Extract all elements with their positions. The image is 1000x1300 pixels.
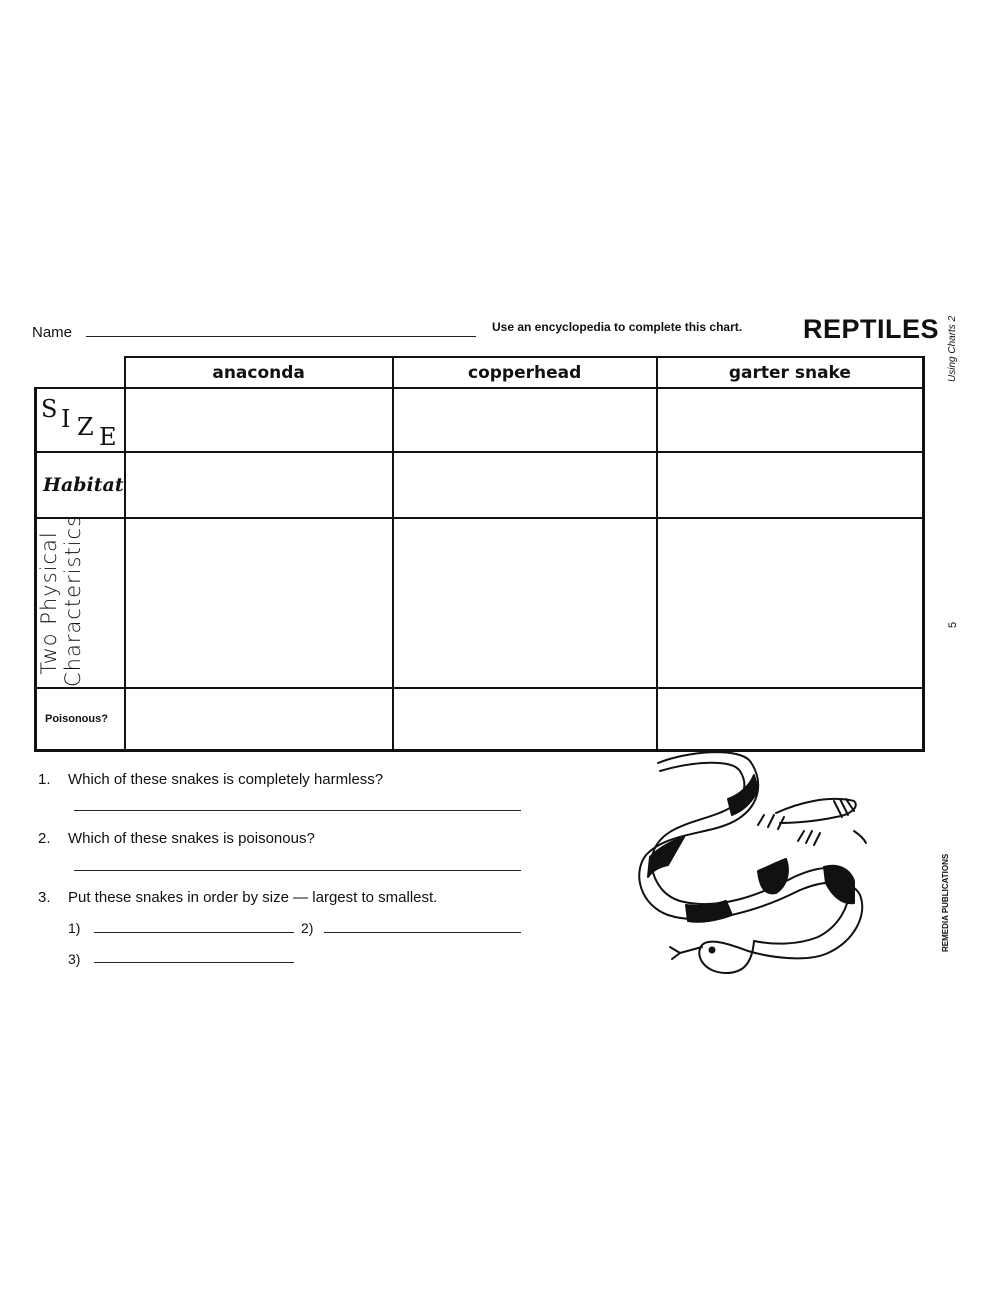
cell-poisonous-garter-snake[interactable]	[657, 688, 924, 750]
column-header-garter-snake: garter snake	[657, 357, 924, 388]
cell-size-garter-snake[interactable]	[657, 388, 924, 452]
habitat-label: Habitat	[43, 474, 124, 496]
question-text: Which of these snakes is poisonous?	[68, 830, 315, 847]
row-header-size	[36, 388, 125, 452]
instruction-text: Use an encyclopedia to complete this chart.	[492, 320, 743, 334]
series-label: Using Charts 2	[947, 315, 958, 382]
physical-characteristics-label	[37, 514, 85, 687]
name-field[interactable]	[86, 336, 476, 337]
cell-habitat-copperhead[interactable]	[393, 452, 657, 518]
column-header-copperhead: copperhead	[393, 357, 657, 388]
size-letter-e: E	[99, 423, 117, 451]
order-label-3: 3)	[68, 951, 81, 967]
blank-corner-cell	[36, 357, 125, 388]
cell-size-copperhead[interactable]	[393, 388, 657, 452]
size-letter-i: I	[61, 405, 71, 433]
row-header-habitat	[36, 452, 125, 518]
cell-physical-anaconda[interactable]	[125, 518, 393, 688]
column-header-anaconda: anaconda	[125, 357, 393, 388]
question-text: Which of these snakes is completely harmless?	[68, 771, 384, 788]
habitat-row	[36, 452, 924, 518]
cell-physical-garter-snake[interactable]	[657, 518, 924, 688]
cell-poisonous-copperhead[interactable]	[393, 688, 657, 750]
page-title: REPTILES	[803, 314, 940, 344]
cell-habitat-anaconda[interactable]	[125, 452, 393, 518]
answer-line-2[interactable]	[74, 870, 521, 871]
physical-row	[36, 518, 924, 688]
cell-size-anaconda[interactable]	[125, 388, 393, 452]
physical-line-1: Two Physical	[37, 531, 61, 675]
poisonous-row	[36, 688, 924, 750]
poisonous-label: Poisonous?	[45, 712, 108, 725]
row-header-poisonous	[36, 688, 125, 750]
order-label-1: 1)	[68, 920, 81, 936]
question-number: 2.	[38, 830, 51, 847]
physical-line-2: Characteristics	[61, 514, 85, 687]
order-line-3[interactable]	[94, 962, 294, 963]
size-letter-s: S	[41, 395, 58, 423]
question-text: Put these snakes in order by size — largest to smallest.	[68, 889, 438, 906]
order-line-1[interactable]	[94, 932, 294, 933]
size-row	[36, 388, 924, 452]
page-number: 5	[947, 621, 959, 628]
order-label-2: 2)	[301, 920, 314, 936]
header-row	[36, 357, 924, 388]
publisher-label: REMEDIA PUBLICATIONS	[941, 853, 950, 952]
question-number: 1.	[38, 771, 51, 788]
name-label: Name	[32, 324, 73, 341]
row-header-physical	[36, 514, 125, 688]
order-line-2[interactable]	[324, 932, 521, 933]
question-number: 3.	[38, 889, 51, 906]
size-letter-z: Z	[77, 413, 94, 441]
answer-line-1[interactable]	[74, 810, 521, 811]
cell-poisonous-anaconda[interactable]	[125, 688, 393, 750]
cell-habitat-garter-snake[interactable]	[657, 452, 924, 518]
cell-physical-copperhead[interactable]	[393, 518, 657, 688]
snake-drawing-icon	[628, 745, 878, 985]
reptiles-chart	[34, 356, 925, 752]
